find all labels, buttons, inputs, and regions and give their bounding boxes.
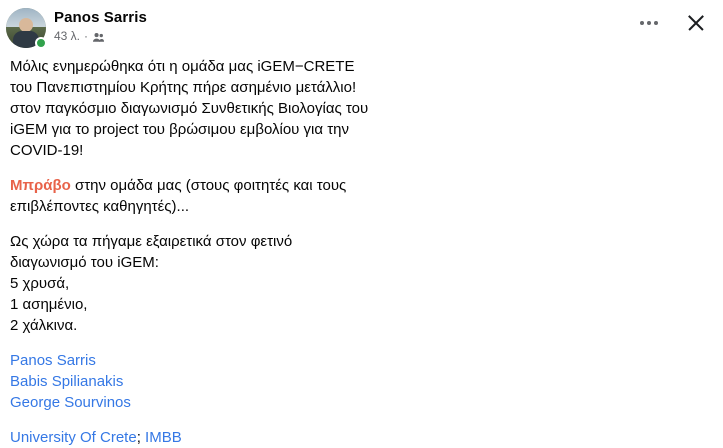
online-status-indicator — [35, 37, 47, 49]
medal-line: 5 χρυσά, — [10, 275, 70, 292]
tagged-people-list — [10, 350, 711, 413]
post-paragraph-bravo — [10, 175, 370, 217]
meta-separator: · — [84, 29, 89, 43]
organization-link-university[interactable]: University Of Crete — [10, 429, 137, 446]
medal-list — [10, 273, 370, 336]
dot — [647, 21, 651, 25]
medal-line: 1 ασημένιο, — [10, 296, 88, 313]
avatar-person-head — [19, 18, 33, 32]
tagged-person-link[interactable]: George Sourvinos — [10, 394, 131, 411]
organization-link-imbb[interactable]: IMBB — [145, 429, 182, 446]
dot — [640, 21, 644, 25]
tagged-organizations — [10, 427, 711, 448]
post-paragraph-country: Ως χώρα τα πήγαμε εξαιρετικά στον φετινό διαγωνισμό του iGEM: — [10, 233, 293, 271]
post-body — [0, 48, 723, 448]
avatar[interactable] — [6, 8, 46, 48]
medal-line: 2 χάλκινα. — [10, 317, 78, 334]
close-icon[interactable] — [685, 12, 707, 34]
organization-separator: ; — [136, 429, 141, 446]
friends-icon[interactable] — [92, 31, 105, 44]
post-paragraph-main: Μόλις ενημερώθηκα ότι η ομάδα μας iGEM−CRETE του Πανεπιστημίου Κρήτης πήρε ασημένιο μετάλλιο! στον παγκόσμιο διαγωνισμό Συνθετικής Βιολογίας του iGEM για το project του βρώσιμου εμβολίου για την COVID-19! — [10, 58, 369, 159]
tagged-person-link[interactable]: Babis Spilianakis — [10, 373, 124, 390]
post-header — [0, 0, 723, 48]
post-meta — [54, 29, 635, 43]
post-header-actions — [635, 6, 723, 34]
post-header-text — [54, 6, 635, 43]
tagged-person-link[interactable]: Panos Sarris — [10, 352, 96, 369]
dot — [654, 21, 658, 25]
post-author-name[interactable]: Panos Sarris — [54, 9, 147, 26]
bravo-highlight: Μπράβο — [10, 177, 71, 194]
bravo-rest: στην ομάδα μας (στους φοιτητές και τους επιβλέποντες καθηγητές)... — [10, 177, 347, 215]
post-timestamp[interactable]: 43 λ. — [54, 29, 81, 43]
more-options-icon[interactable] — [635, 12, 663, 34]
